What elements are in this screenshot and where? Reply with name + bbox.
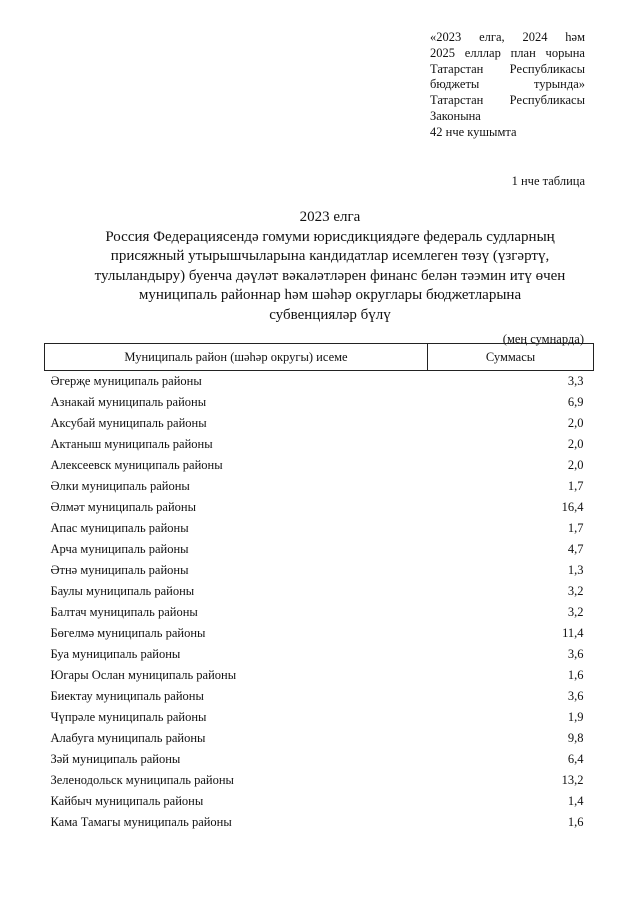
table-row — [45, 749, 594, 770]
district-name: Апас муниципаль районы — [50, 521, 189, 535]
title-line: тулыландыру) буенча дәүләт вәкаләтләрен финанс белән тәэмин итү өчен — [94, 267, 566, 284]
attachment-word: Республикасы — [509, 61, 585, 76]
table-row — [45, 476, 594, 497]
district-sum: 2,0 — [567, 458, 584, 472]
attachment-word: Республикасы — [509, 93, 585, 108]
attachment-word: чорына — [545, 45, 585, 60]
document-title — [60, 208, 600, 325]
district-sum: 1,3 — [567, 563, 584, 577]
attachment-line — [430, 30, 585, 46]
district-name: Аксубай муниципаль районы — [50, 416, 207, 430]
district-sum: 6,9 — [567, 395, 584, 409]
table-row — [45, 581, 594, 602]
table-row — [45, 371, 594, 393]
table-header-row — [45, 344, 594, 371]
attachment-word: Законына — [430, 108, 481, 123]
district-sum: 11,4 — [562, 626, 584, 640]
attachment-word: план — [510, 45, 536, 60]
district-name: Чүпрәле муниципаль районы — [50, 710, 207, 724]
district-name: Азнакай муниципаль районы — [50, 395, 207, 409]
table-row — [45, 539, 594, 560]
table-row — [45, 770, 594, 791]
subvention-table — [44, 343, 594, 833]
title-line: Россия Федерациясендә гомуми юрисдикциядәге федераль судларның — [105, 228, 555, 245]
table-row — [45, 665, 594, 686]
table-row — [45, 434, 594, 455]
attachment-word: турында» — [533, 77, 585, 92]
attachment-line — [430, 77, 585, 93]
attachment-line — [430, 109, 585, 125]
table-row — [45, 812, 594, 833]
district-name: Зеленодольск муниципаль районы — [50, 773, 234, 787]
district-sum: 16,4 — [561, 500, 584, 514]
attachment-line — [430, 93, 585, 109]
district-sum: 1,6 — [567, 815, 584, 829]
district-name: Кама Тамагы муниципаль районы — [50, 815, 232, 829]
attachment-line — [430, 46, 585, 62]
attachment-word: 42 нче кушымта — [430, 124, 517, 139]
attachment-word: 2024 — [522, 30, 548, 44]
table-row — [45, 413, 594, 434]
district-name: Бөгелмә муниципаль районы — [50, 626, 206, 640]
table-row — [45, 497, 594, 518]
district-sum: 1,7 — [567, 521, 584, 535]
attachment-word: һәм — [565, 30, 585, 44]
attachment-line — [430, 125, 585, 141]
district-sum: 1,9 — [567, 710, 584, 724]
title-year: 2023 елга — [299, 209, 361, 225]
district-sum: 4,7 — [567, 542, 584, 556]
district-sum: 3,6 — [567, 689, 584, 703]
district-name: Алабуга муниципаль районы — [50, 731, 206, 745]
district-name: Буа муниципаль районы — [50, 647, 181, 661]
title-line: присяжный утырышчыларына кандидатлар исемлеген төзү (үзгәртү, — [110, 248, 550, 264]
district-name: Арча муниципаль районы — [50, 542, 189, 556]
table-number: 1 нче таблица — [511, 174, 585, 188]
district-sum: 2,0 — [567, 416, 584, 430]
district-name: Әлмәт муниципаль районы — [50, 500, 196, 514]
attachment-word: елллар — [464, 45, 501, 60]
district-name: Баулы муниципаль районы — [50, 584, 195, 598]
table-row — [45, 686, 594, 707]
district-name: Алексеевск муниципаль районы — [50, 458, 223, 472]
table-row — [45, 518, 594, 539]
district-name: Кайбыч муниципаль районы — [50, 794, 204, 808]
attachment-reference — [430, 30, 585, 141]
attachment-word: 2025 — [430, 45, 455, 60]
district-name: Биектау муниципаль районы — [50, 689, 204, 703]
district-sum: 3,2 — [567, 584, 584, 598]
district-sum: 3,3 — [567, 374, 584, 388]
attachment-word: Татарстан — [430, 61, 484, 76]
district-sum: 6,4 — [567, 752, 584, 766]
column-header-sum: Суммасы — [428, 344, 594, 371]
table-row — [45, 392, 594, 413]
table-row — [45, 455, 594, 476]
table-row — [45, 623, 594, 644]
district-sum: 9,8 — [567, 731, 584, 745]
title-line: муниципаль районнар һәм шәһәр округлары бюджетларына — [138, 287, 522, 303]
table-row — [45, 560, 594, 581]
district-name: Әлки муниципаль районы — [50, 479, 190, 493]
district-sum: 1,4 — [567, 794, 584, 808]
table-row — [45, 791, 594, 812]
column-header-name: Муниципаль район (шәһәр округы) исеме — [45, 344, 428, 371]
table-row — [45, 644, 594, 665]
attachment-word: «2023 — [430, 30, 462, 44]
attachment-word: Татарстан — [430, 93, 484, 108]
unit-note: (мең сумнарда) — [502, 332, 584, 346]
district-sum: 13,2 — [561, 773, 584, 787]
district-name: Югары Ослан муниципаль районы — [50, 668, 237, 682]
district-sum: 2,0 — [567, 437, 584, 451]
district-sum: 1,7 — [567, 479, 584, 493]
district-sum: 3,2 — [567, 605, 584, 619]
table-row — [45, 707, 594, 728]
title-line: субвенцияләр бүлү — [269, 306, 391, 323]
attachment-line — [430, 62, 585, 78]
district-sum: 3,6 — [567, 647, 584, 661]
table-body — [45, 371, 594, 834]
table-row — [45, 728, 594, 749]
district-name: Әтнә муниципаль районы — [50, 563, 189, 577]
attachment-word: бюджеты — [430, 77, 480, 92]
district-name: Әгерҗе муниципаль районы — [50, 374, 202, 388]
district-name: Актаныш муниципаль районы — [50, 437, 213, 451]
district-sum: 1,6 — [567, 668, 584, 682]
district-name: Балтач муниципаль районы — [50, 605, 198, 619]
table-row — [45, 602, 594, 623]
attachment-word: елга, — [479, 30, 505, 44]
district-name: Зәй муниципаль районы — [50, 752, 181, 766]
